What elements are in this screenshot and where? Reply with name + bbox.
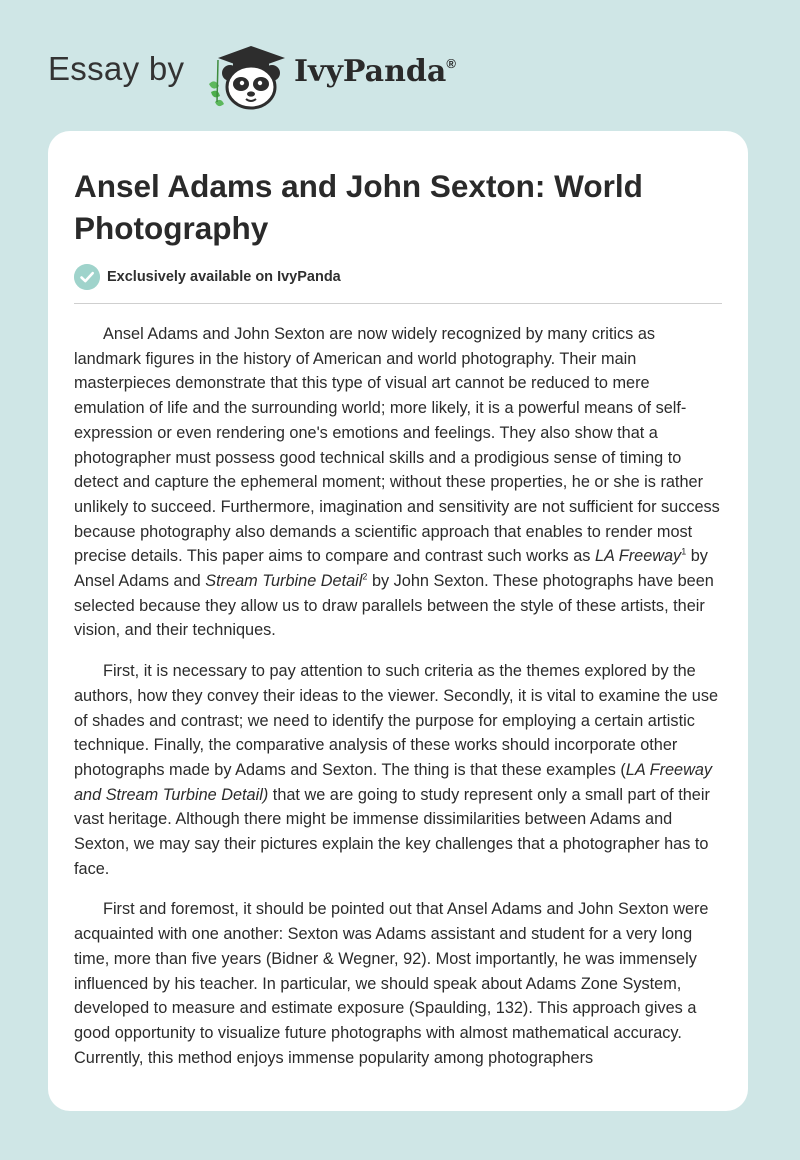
- essay-card: [48, 131, 748, 1111]
- footnote-ref[interactable]: 2: [362, 571, 368, 582]
- badge-text: Exclusively available on IvyPanda: [107, 269, 341, 285]
- essay-title: Ansel Adams and John Sexton: World Photography: [74, 168, 643, 246]
- work-title: LA Freeway: [594, 547, 682, 566]
- brand-name[interactable]: IvyPanda®: [294, 54, 456, 89]
- essay-by-label: Essay by: [48, 50, 185, 87]
- work-titles: LA Freeway and Stream Turbine Detail): [74, 760, 713, 804]
- divider: [74, 303, 722, 304]
- work-title: Stream Turbine Detail: [205, 572, 363, 591]
- site-header: [48, 40, 748, 110]
- check-circle-icon: [74, 264, 100, 290]
- registered-mark: ®: [446, 56, 456, 71]
- footnote-ref[interactable]: 1: [681, 546, 687, 557]
- paragraph-3: First and foremost, it should be pointed out that Ansel Adams and John Sexton were acquainted with one another: Sexton was Adams assistant and student for a very long time, more than five years (Bidner & Wegner, 92). Most importantly, he was immensely influenced by his teacher. In particular, we should speak about Adams Zone System, developed to measure and estimate exposure (Spaulding, 132). This approach gives a good opportunity to visualize future photographs with almost mathematical accuracy. Currently, this method enjoys immense popularity among photographers: [74, 900, 709, 1067]
- paragraph-1: Ansel Adams and John Sexton are now widely recognized by many critics as landmark figures in the history of American and world photography. Their main masterpieces demonstrate that this type of visual art cannot be reduced to mere emulation of life and the surrounding world; more likely, it is a powerful means of self-expression or even rendering one's emotions and feelings. They also show that a photographer must possess good technical skills and a prodigious sense of timing to detect and capture the ephemeral moment; without these properties, he or she is rather unlikely to succeed. Furthermore, imagination and sensitivity are not sufficient for success because photography also demands a scientific approach that enables to render most precise details. This paper aims to compare and contrast such works as LA Freeway$^1$ by Ansel Adams and Stream Turbine Detail$^2$ by John Sexton. These photographs have been selected because they allow us to draw parallels between the style of these artists, their vision, and their techniques.: [74, 325, 720, 640]
- essay-body: [74, 322, 722, 1070]
- paragraph-2: First, it is necessary to pay attention to such criteria as the themes explored by the authors, how they convey their ideas to the viewer. Secondly, it is vital to examine the use of shades and contrast; we need to identify the purpose for employing a certain artistic technique. Finally, the comparative analysis of these works should incorporate other photographs made by Adams and Sexton. The thing is that these examples (LA Freeway and Stream Turbine Detail) that we are going to study represent only a small part of their vast heritage. Although there might be immense dissimilarities between Adams and Sexton, we may say their pictures explain the key challenges that a photographer has to face.: [74, 662, 719, 878]
- panda-logo-icon[interactable]: [203, 40, 293, 110]
